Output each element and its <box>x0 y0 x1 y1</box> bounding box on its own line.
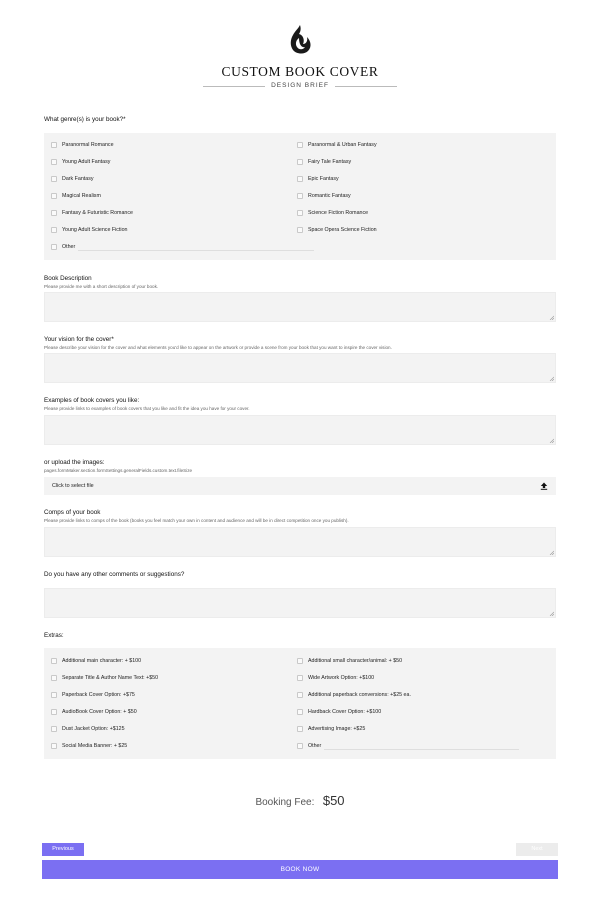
divider <box>335 86 397 87</box>
vision-label: Your vision for the cover* <box>44 336 114 343</box>
option-label: Additional small character/animal: + $50 <box>308 658 403 664</box>
option-label: Additional paperback conversions: +$25 ea. <box>308 692 411 698</box>
extra-option[interactable] <box>297 657 402 665</box>
genre-option[interactable] <box>51 209 133 217</box>
option-label: Magical Realism <box>62 193 101 199</box>
extras-options-panel <box>44 648 556 759</box>
genre-options-panel <box>44 133 556 260</box>
extra-option[interactable] <box>51 708 137 716</box>
extra-option[interactable] <box>51 674 158 682</box>
checkbox[interactable] <box>51 658 57 664</box>
checkbox[interactable] <box>51 675 57 681</box>
checkbox[interactable] <box>297 658 303 664</box>
brand-title: CUSTOM BOOK COVER <box>221 64 379 79</box>
extra-option[interactable] <box>297 725 365 733</box>
checkbox[interactable] <box>51 210 57 216</box>
description-label: Book Description <box>44 275 92 282</box>
option-label: Young Adult Fantasy <box>62 159 111 165</box>
upload-icon[interactable] <box>539 481 549 491</box>
checkbox[interactable] <box>297 692 303 698</box>
extra-option[interactable] <box>51 725 125 733</box>
checkbox[interactable] <box>297 193 303 199</box>
extra-option[interactable] <box>297 708 381 716</box>
checkbox[interactable] <box>51 159 57 165</box>
booking-fee <box>0 792 600 810</box>
option-label: Additional main character: + $100 <box>62 658 142 664</box>
flame-feather-logo-icon <box>287 24 313 56</box>
genre-option[interactable] <box>297 192 351 200</box>
resize-handle-icon[interactable] <box>549 438 554 443</box>
checkbox[interactable] <box>51 142 57 148</box>
resize-handle-icon[interactable] <box>549 315 554 320</box>
previous-button[interactable]: Previous <box>42 843 84 856</box>
extra-option[interactable] <box>297 674 374 682</box>
genre-option[interactable] <box>297 141 377 149</box>
examples-label: Examples of book covers you like: <box>44 397 140 404</box>
checkbox[interactable] <box>51 176 57 182</box>
comments-label: Do you have any other comments or suggestions? <box>44 571 185 578</box>
option-label: Paranormal Romance <box>62 142 114 148</box>
checkbox[interactable] <box>297 743 303 749</box>
extra-option[interactable] <box>51 691 135 699</box>
divider <box>203 86 265 87</box>
checkbox[interactable] <box>51 227 57 233</box>
option-label: Science Fiction Romance <box>308 210 369 216</box>
extra-option-other[interactable] <box>297 742 321 750</box>
option-label: Fairy Tale Fantasy <box>308 159 352 165</box>
checkbox[interactable] <box>51 193 57 199</box>
genre-option[interactable] <box>297 209 368 217</box>
genre-label: What genre(s) is your book?* <box>44 116 126 123</box>
other-input-line[interactable] <box>324 749 519 750</box>
checkbox[interactable] <box>51 709 57 715</box>
option-label: Hardback Cover Option: +$100 <box>308 709 382 715</box>
checkbox[interactable] <box>297 159 303 165</box>
checkbox[interactable] <box>297 726 303 732</box>
booking-fee-label: Booking Fee: <box>255 797 315 808</box>
upload-help: pages.formMaker.section.formSettings.generalFields.custom.text.fileSize <box>44 468 193 473</box>
genre-option[interactable] <box>51 192 101 200</box>
brand-subtitle-row <box>0 81 600 91</box>
genre-option[interactable] <box>297 175 339 183</box>
checkbox[interactable] <box>297 675 303 681</box>
comps-textarea[interactable] <box>44 527 556 557</box>
checkbox[interactable] <box>297 176 303 182</box>
option-label: Advertising Image: +$25 <box>308 726 366 732</box>
genre-option[interactable] <box>51 226 127 234</box>
option-label: Other <box>308 743 322 749</box>
book-now-button[interactable]: BOOK NOW <box>42 860 558 879</box>
examples-help: Please provide links to examples of book covers that you like and fit the idea you have for your cover. <box>44 406 250 411</box>
genre-option[interactable] <box>297 226 377 234</box>
genre-option[interactable] <box>51 175 94 183</box>
option-label: Romantic Fantasy <box>308 193 351 199</box>
extras-label: Extras: <box>44 632 64 639</box>
option-label: Fantasy & Futuristic Romance <box>62 210 133 216</box>
option-label: Space Opera Science Fiction <box>308 227 377 233</box>
extra-option[interactable] <box>51 742 127 750</box>
description-help: Please provide me with a short description of your book. <box>44 284 159 289</box>
comps-label: Comps of your book <box>44 509 101 516</box>
option-label: AudioBook Cover Option: + $50 <box>62 709 137 715</box>
booking-fee-value: $50 <box>322 793 345 808</box>
option-label: Dust Jacket Option: +$125 <box>62 726 125 732</box>
checkbox[interactable] <box>297 142 303 148</box>
option-label: Young Adult Science Fiction <box>62 227 128 233</box>
option-label: Paperback Cover Option: +$75 <box>62 692 135 698</box>
brand-subtitle: DESIGN BRIEF <box>271 82 329 89</box>
comments-textarea[interactable] <box>44 588 556 618</box>
option-label: Social Media Banner: + $25 <box>62 743 128 749</box>
checkbox[interactable] <box>297 709 303 715</box>
option-label: Other <box>62 244 76 250</box>
genre-option[interactable] <box>297 158 351 166</box>
genre-option[interactable] <box>51 158 110 166</box>
next-button[interactable]: Next <box>516 843 558 856</box>
comps-help: Please provide links to comps of the book (books you feel match your own in content and audience and will be in direct competition once you publish). <box>44 518 349 523</box>
checkbox[interactable] <box>297 227 303 233</box>
file-upload-field[interactable] <box>44 477 556 495</box>
extra-option[interactable] <box>51 657 141 665</box>
other-input-line[interactable] <box>78 250 314 251</box>
examples-textarea[interactable] <box>44 415 556 445</box>
resize-handle-icon[interactable] <box>549 376 554 381</box>
vision-textarea[interactable] <box>44 353 556 383</box>
genre-option-other[interactable] <box>51 243 75 251</box>
option-label: Dark Fantasy <box>62 176 94 182</box>
option-label: Epic Fantasy <box>308 176 339 182</box>
checkbox[interactable] <box>51 743 57 749</box>
extra-option[interactable] <box>297 691 411 699</box>
checkbox[interactable] <box>297 210 303 216</box>
file-select-text[interactable]: Click to select file <box>52 483 94 489</box>
form-header <box>0 24 600 91</box>
option-label: Wide Artwork Option: +$100 <box>308 675 375 681</box>
option-label: Paranormal & Urban Fantasy <box>308 142 377 148</box>
description-textarea[interactable] <box>44 292 556 322</box>
resize-handle-icon[interactable] <box>549 550 554 555</box>
genre-option[interactable] <box>51 141 114 149</box>
checkbox[interactable] <box>51 726 57 732</box>
upload-label: or upload the images: <box>44 459 105 466</box>
option-label: Separate Title & Author Name Text: +$50 <box>62 675 159 681</box>
checkbox[interactable] <box>51 692 57 698</box>
resize-handle-icon[interactable] <box>549 611 554 616</box>
checkbox[interactable] <box>51 244 57 250</box>
vision-help: Please describe your vision for the cover and what elements you'd like to appear on the artwork or provide a scene from your book that you want to inspire the cover vision. <box>44 345 392 350</box>
